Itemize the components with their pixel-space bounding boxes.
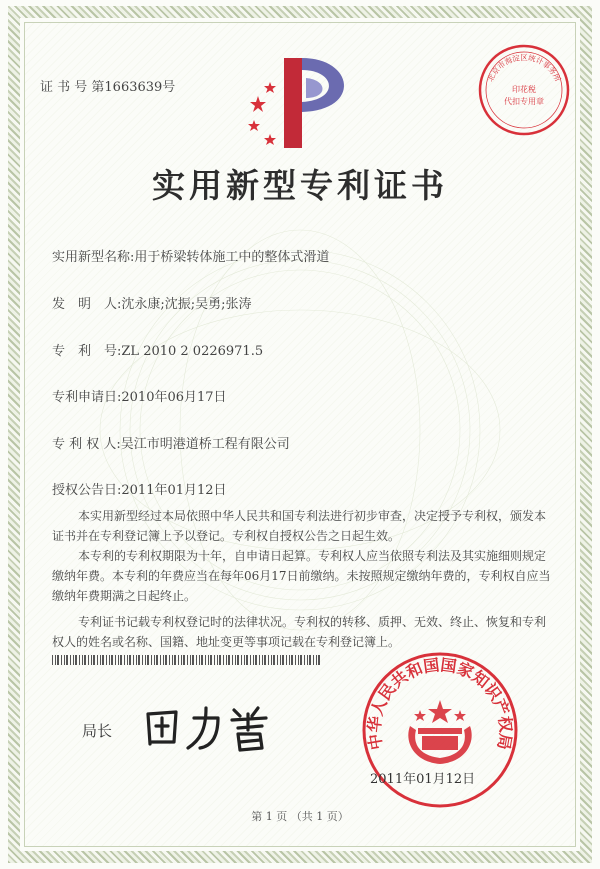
tax-stamp-ring-text: 北京市海淀区统计事务所 xyxy=(485,53,563,83)
certificate-number: 证 书 号 第1663639号 xyxy=(40,80,176,95)
barcode xyxy=(52,655,320,665)
field-label: 专 利 号: xyxy=(52,344,122,359)
body-paragraph: 本专利的专利权期限为十年，自申请日起算。专利权人应当依照专利法及其实施细则规定缴纳年费。本专利的年费应当在每年06月17日前缴纳。未按照规定缴纳年费的，专利权自应当缴纳年费期满之日起终止。 xyxy=(52,549,551,603)
field-value: 2011年01月12日 xyxy=(121,483,227,498)
field-label: 发 明 人: xyxy=(52,297,122,312)
tax-stamp xyxy=(474,40,574,140)
tax-stamp-line-2: 代扣专用章 xyxy=(504,97,544,106)
seal-date: 2011年01月12日 xyxy=(370,772,476,787)
certificate-title: 实用新型专利证书 xyxy=(152,166,448,205)
field-value: 用于桥梁转体施工中的整体式滑道 xyxy=(134,250,330,265)
seal-ring-text: 中华人民共和国国家知识产权局 xyxy=(364,655,516,752)
tax-stamp-line-1: 印花税 xyxy=(512,85,536,94)
field-value: 2010年06月17日 xyxy=(121,390,227,405)
field-value: ZL 2010 2 0226971.5 xyxy=(121,344,264,359)
field-label: 授权公告日: xyxy=(52,483,122,498)
field-label: 实用新型名称: xyxy=(52,250,135,265)
field-label: 专 利 权 人: xyxy=(52,437,121,452)
body-paragraph: 专利证书记载专利权登记时的法律状况。专利权的转移、质押、无效、终止、恢复和专利权人的姓名或名称、国籍、地址变更等事项记载在专利登记簿上。 xyxy=(52,615,547,649)
field-utility-model-name xyxy=(52,246,329,265)
field-inventors xyxy=(52,293,252,312)
page-footer: 第 1 页 （共 1 页） xyxy=(251,810,349,823)
field-application-date xyxy=(52,386,227,405)
field-patent-number xyxy=(52,340,263,359)
body-paragraph: 本实用新型经过本局依照中华人民共和国专利法进行初步审查，决定授予专利权，颁发本证书并在专利登记簿上予以登记。专利权自授权公告之日起生效。 xyxy=(52,509,547,543)
field-patentee xyxy=(52,433,290,452)
field-label: 专利申请日: xyxy=(52,390,122,405)
sipo-logo-icon xyxy=(244,48,374,158)
director-label: 局长 xyxy=(82,722,113,740)
body-text xyxy=(52,506,552,652)
field-value: 吴江市明港道桥工程有限公司 xyxy=(120,437,290,452)
field-value: 沈永康;沈振;吴勇;张涛 xyxy=(121,297,252,312)
director-signature xyxy=(140,696,280,756)
field-grant-date xyxy=(52,479,227,498)
